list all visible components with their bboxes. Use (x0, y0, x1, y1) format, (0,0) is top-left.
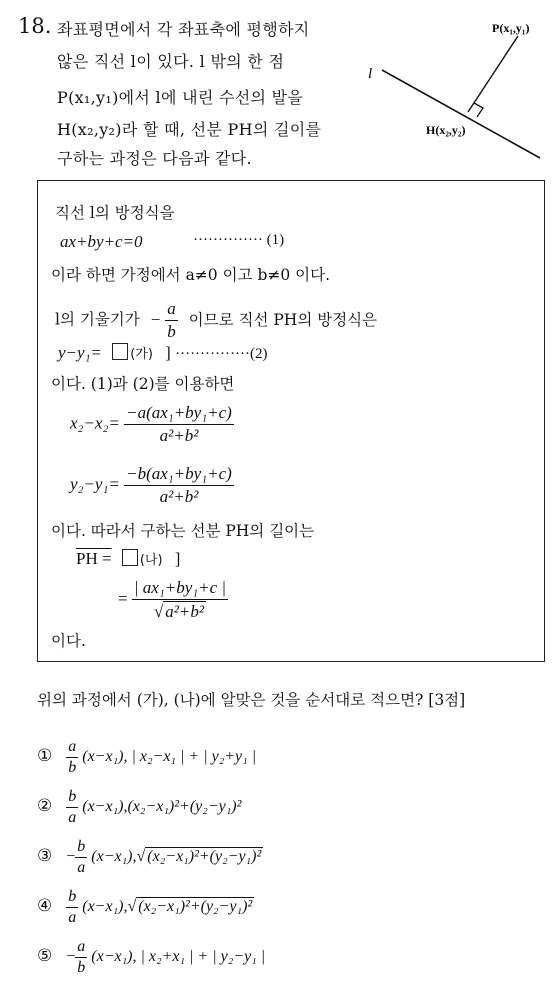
slope-denominator: b (167, 322, 176, 341)
question-line-2: 않은 직선 l이 있다. l 밖의 한 점 (57, 52, 285, 71)
question-line-5: 구하는 과정은 다음과 같다. (57, 149, 252, 168)
equation-6-numerator: | ax₁+by₁+c | (132, 578, 228, 600)
equation-2: y−y₁= (가) ] ···············(2) (58, 343, 268, 362)
label-h: H(x₂,y₂) (426, 123, 466, 137)
equation-6 (118, 578, 228, 622)
question-prompt: 위의 과정에서 (가), (나)에 알맞은 것을 순서대로 적으면? [3점] (37, 691, 466, 709)
equation-2-tag: ···············(2) (175, 346, 268, 362)
equation-4-lhs: y₂−y₁= (70, 474, 120, 494)
option-2-fraction: $\frac{b}{a}$ (68, 788, 77, 826)
option-1[interactable]: ① $\frac{a}{b}$ (x−x₁), | x₂−x₁ | + | y₂+y₁ | (37, 738, 257, 776)
geometry-figure (360, 10, 555, 175)
line-l (382, 70, 540, 158)
equation-3-fraction (124, 403, 234, 446)
box-line-6: 이다. (51, 632, 86, 650)
blank-a-label: (가) (130, 347, 153, 362)
equation-4-fraction (124, 464, 234, 507)
blank-box-a (112, 343, 128, 360)
option-3[interactable]: ③ − $\frac{b}{a}$ (x−x₁),√ (x₂−x₁)²+(y₂−y₁)² (37, 838, 262, 876)
equation-5-lhs: PH = (76, 549, 112, 568)
equation-6-equals: = (118, 588, 128, 608)
option-4-fraction: $\frac{b}{a}$ (68, 888, 77, 926)
question-number: 18. (18, 14, 52, 38)
equation-3-denominator: a²+b² (159, 426, 199, 445)
box-line-1: 직선 l의 방정식을 (55, 204, 175, 222)
right-angle-mark (474, 103, 483, 117)
equation-4 (70, 464, 234, 507)
slope-numerator: a (165, 299, 178, 321)
box-line-4: 이다. (1)과 (2)를 이용하면 (51, 375, 235, 393)
option-3-fraction: $\frac{b}{a}$ (77, 838, 86, 876)
question-line-3: P(x₁,y₁)에서 l에 내린 수선의 발을 (57, 88, 304, 107)
perpendicular-segment (468, 36, 518, 112)
equation-4-denominator: a²+b² (159, 487, 199, 506)
equation-3-lhs: x₂−x₂= (70, 413, 120, 433)
equation-1: ax+by+c=0 (60, 232, 143, 251)
box-line-3 (55, 299, 377, 342)
equation-6-denominator: √ a²+b² (153, 602, 204, 621)
box-line-2: 이라 하면 가정에서 a≠0 이고 b≠0 이다. (51, 266, 331, 284)
option-5[interactable]: ⑤ − $\frac{a}{b}$ (x−x₁), | x₂+x₁ | + | y₂−y₁ | (37, 938, 266, 976)
option-1-fraction: $\frac{a}{b}$ (68, 738, 77, 776)
equation-3-numerator: −a(ax₁+by₁+c) (124, 403, 234, 425)
option-2[interactable]: ② $\frac{b}{a}$ (x−x₁),(x₂−x₁)²+(y₂−y₁)² (37, 788, 242, 826)
slope-sign: − (150, 309, 161, 329)
question-line-4: H(x₂,y₂)라 할 때, 선분 PH의 길이를 (57, 120, 322, 139)
label-l: l (368, 66, 373, 82)
blank-box-b (122, 549, 138, 566)
slope-fraction (165, 299, 178, 342)
label-p: P(x₁,y₁) (492, 21, 530, 35)
option-4[interactable]: ④ $\frac{b}{a}$ (x−x₁),√ (x₂−x₁)²+(y₂−y₁)² (37, 888, 253, 926)
box-line-5: 이다. 따라서 구하는 선분 PH의 길이는 (51, 522, 315, 540)
equation-4-numerator: −b(ax₁+by₁+c) (124, 464, 234, 486)
question-line-1: 좌표평면에서 각 좌표축에 평행하지 (57, 20, 310, 39)
option-5-fraction: $\frac{a}{b}$ (77, 938, 86, 976)
equation-5: PH = (나) ] (76, 549, 181, 568)
box-line-3-pre: l의 기울기가 (55, 310, 140, 329)
equation-1-tag: ·············· (1) (193, 232, 285, 248)
equation-6-fraction (132, 578, 228, 622)
equation-2-lhs: y−y₁= (58, 343, 102, 362)
blank-b-label: (나) (139, 553, 163, 568)
solution-box (37, 180, 545, 662)
box-line-3-post: 이므로 직선 PH의 방정식은 (188, 310, 378, 329)
equation-3 (70, 403, 234, 446)
